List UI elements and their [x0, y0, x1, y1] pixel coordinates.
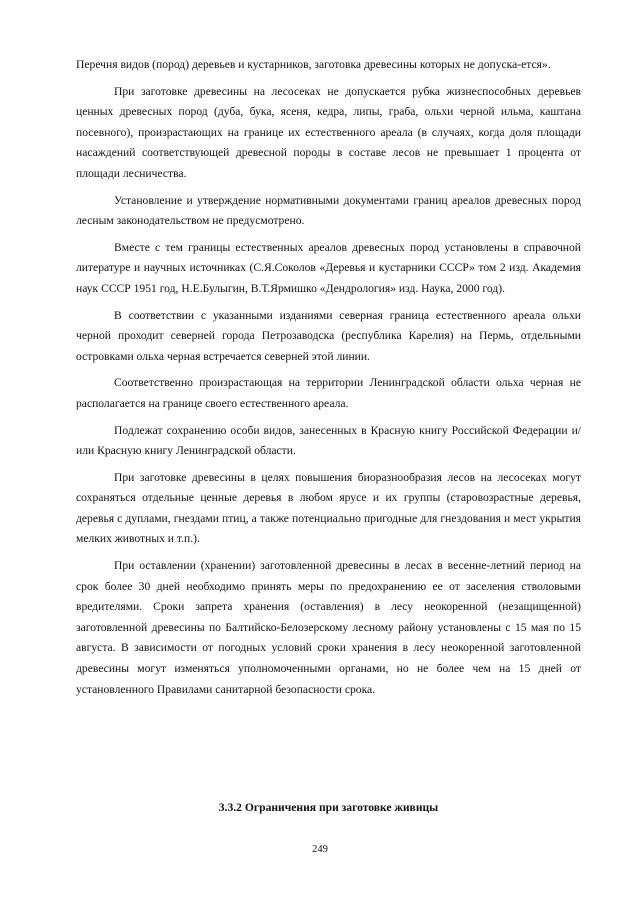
- paragraph-5: В соответствии с указанными изданиями северная граница естественного ареала ольхи черной проходит северней города Петрозаводска (республика Карелия) на Пермь, отдельными островками ольха черная встречается северней этой линии.: [76, 308, 581, 363]
- paragraph-3: Установление и утверждение нормативными документами границ ареалов древесных пород лесным законодательством не предусмотрено.: [76, 193, 581, 228]
- paragraph-9: При оставлении (хранении) заготовленной древесины в лесах в весенне-летний период на срок более 30 дней необходимо принять меры по предохранению ее от заселения стволовыми вредителями. Сроки запрета хранения (оставления) в лесу неокоренной (незащищенной) заготовленной древесины по Балтийско-Белозерскому лесному району установлены с 15 мая по 15 августа. В зависимости от погодных условий сроки хранения в лесу неокоренной заготовленной древесины могут изменяться уполномоченными органами, но не более чем на 15 дней от установленного Правилами санитарной безопасности срока.: [76, 559, 581, 696]
- paragraph-4: Вместе с тем границы естественных ареалов древесных пород установлены в справочной литературе и научных источниках (С.Я.Соколов «Деревья и кустарники СССР» том 2 изд. Академия наук СССР 1951 год, Н.Е.Булыгин, В.Т.Ярмишко «Дендрология» изд. Наука, 2000 год).: [76, 240, 581, 295]
- paragraph-8: При заготовке древесины в целях повышения биоразнообразия лесов на лесосеках могут сохраняться отдельные ценные деревья в любом ярусе и их группы (старовозрастные деревья, деревья с дуплами, гнездами птиц, а также потенциально пригодные для гнездования и мест укрытия мелких животных и т.п.).: [76, 470, 581, 546]
- paragraph-6: Соответственно произрастающая на территории Ленинградской области ольха черная не располагается на границе своего естественного ареала.: [76, 376, 581, 410]
- paragraph-7: Подлежат сохранению особи видов, занесенных в Красную книгу Российской Федерации и/или Красную книгу Ленинградской области.: [76, 423, 581, 458]
- section-heading: 3.3.2 Ограничения при заготовке живицы: [218, 801, 439, 814]
- page-number: 249: [312, 844, 328, 855]
- paragraph-2: При заготовке древесины на лесосеках не допускается рубка жизнеспособных деревьев ценных древесных пород (дуба, бука, ясеня, кедра, липы, граба, ольхи черной ильма, каштана посевного), произрастающих на границе их естественного ареала (в случаях, когда доля площади насаждений соответствующей древесной породы в составе лесов не превышает 1 процента от площади лесничества.: [76, 84, 581, 180]
- paragraph-1: Перечня видов (пород) деревьев и кустарников, заготовка древесины которых не допуска-ется».: [76, 58, 551, 71]
- document-page: [76, 55, 581, 814]
